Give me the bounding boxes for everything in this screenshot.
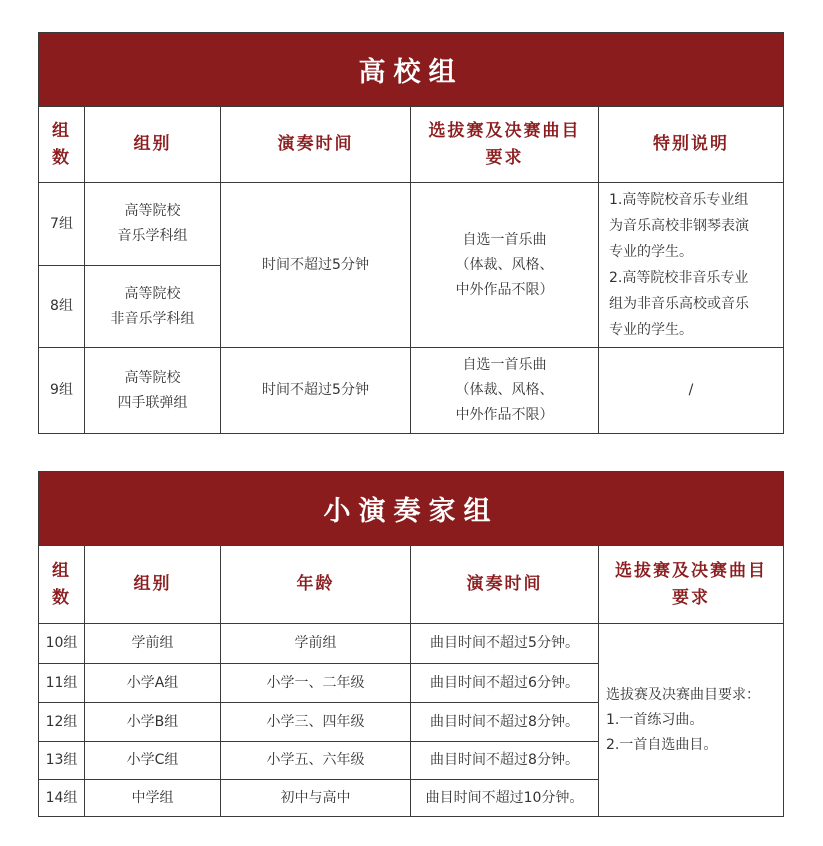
group-category: 中学组 (85, 780, 221, 817)
performance-time: 曲目时间不超过8分钟。 (411, 742, 599, 780)
group-category: 小学B组 (85, 703, 221, 742)
group-number: 8组 (39, 266, 85, 348)
junior-table-title: 小演奏家组 (39, 472, 784, 546)
table-row (39, 624, 784, 664)
group-category: 高等院校 非音乐学科组 (85, 266, 221, 348)
special-notes: 1.高等院校音乐专业组 为音乐高校非钢琴表演 专业的学生。 2.高等院校非音乐专业 组为非音乐高校或音乐 专业的学生。 (599, 183, 784, 348)
header-group-number: 组 数 (39, 107, 85, 183)
group-category: 学前组 (85, 624, 221, 664)
header-repertoire-requirements: 选拔赛及决赛曲目 要求 (411, 107, 599, 183)
performance-time: 曲目时间不超过8分钟。 (411, 703, 599, 742)
header-performance-time: 演奏时间 (411, 546, 599, 624)
header-group-number: 组 数 (39, 546, 85, 624)
special-notes: / (599, 348, 784, 434)
age-range: 小学三、四年级 (221, 703, 411, 742)
group-number: 10组 (39, 624, 85, 664)
performance-time: 时间不超过5分钟 (221, 183, 411, 348)
group-category: 小学A组 (85, 664, 221, 703)
group-category: 小学C组 (85, 742, 221, 780)
repertoire-requirements: 选拔赛及决赛曲目要求： 1.一首练习曲。 2.一首自选曲目。 (599, 624, 784, 817)
college-group-table (38, 32, 784, 434)
age-range: 学前组 (221, 624, 411, 664)
group-number: 13组 (39, 742, 85, 780)
table-row (39, 183, 784, 266)
college-table-title: 高校组 (39, 33, 784, 107)
group-number: 9组 (39, 348, 85, 434)
group-number: 7组 (39, 183, 85, 266)
header-category: 组别 (85, 107, 221, 183)
age-range: 小学一、二年级 (221, 664, 411, 703)
performance-time: 曲目时间不超过5分钟。 (411, 624, 599, 664)
age-range: 小学五、六年级 (221, 742, 411, 780)
header-repertoire-requirements: 选拔赛及决赛曲目 要求 (599, 546, 784, 624)
performance-time: 曲目时间不超过10分钟。 (411, 780, 599, 817)
header-age: 年龄 (221, 546, 411, 624)
header-performance-time: 演奏时间 (221, 107, 411, 183)
repertoire-requirements: 自选一首乐曲 （体裁、风格、 中外作品不限） (411, 348, 599, 434)
header-category: 组别 (85, 546, 221, 624)
group-category: 高等院校 四手联弹组 (85, 348, 221, 434)
header-special-notes: 特别说明 (599, 107, 784, 183)
repertoire-requirements: 自选一首乐曲 （体裁、风格、 中外作品不限） (411, 183, 599, 348)
junior-performer-table (38, 471, 784, 817)
group-category: 高等院校 音乐学科组 (85, 183, 221, 266)
group-number: 12组 (39, 703, 85, 742)
group-number: 14组 (39, 780, 85, 817)
age-range: 初中与高中 (221, 780, 411, 817)
group-number: 11组 (39, 664, 85, 703)
table-row (39, 348, 784, 434)
performance-time: 时间不超过5分钟 (221, 348, 411, 434)
performance-time: 曲目时间不超过6分钟。 (411, 664, 599, 703)
